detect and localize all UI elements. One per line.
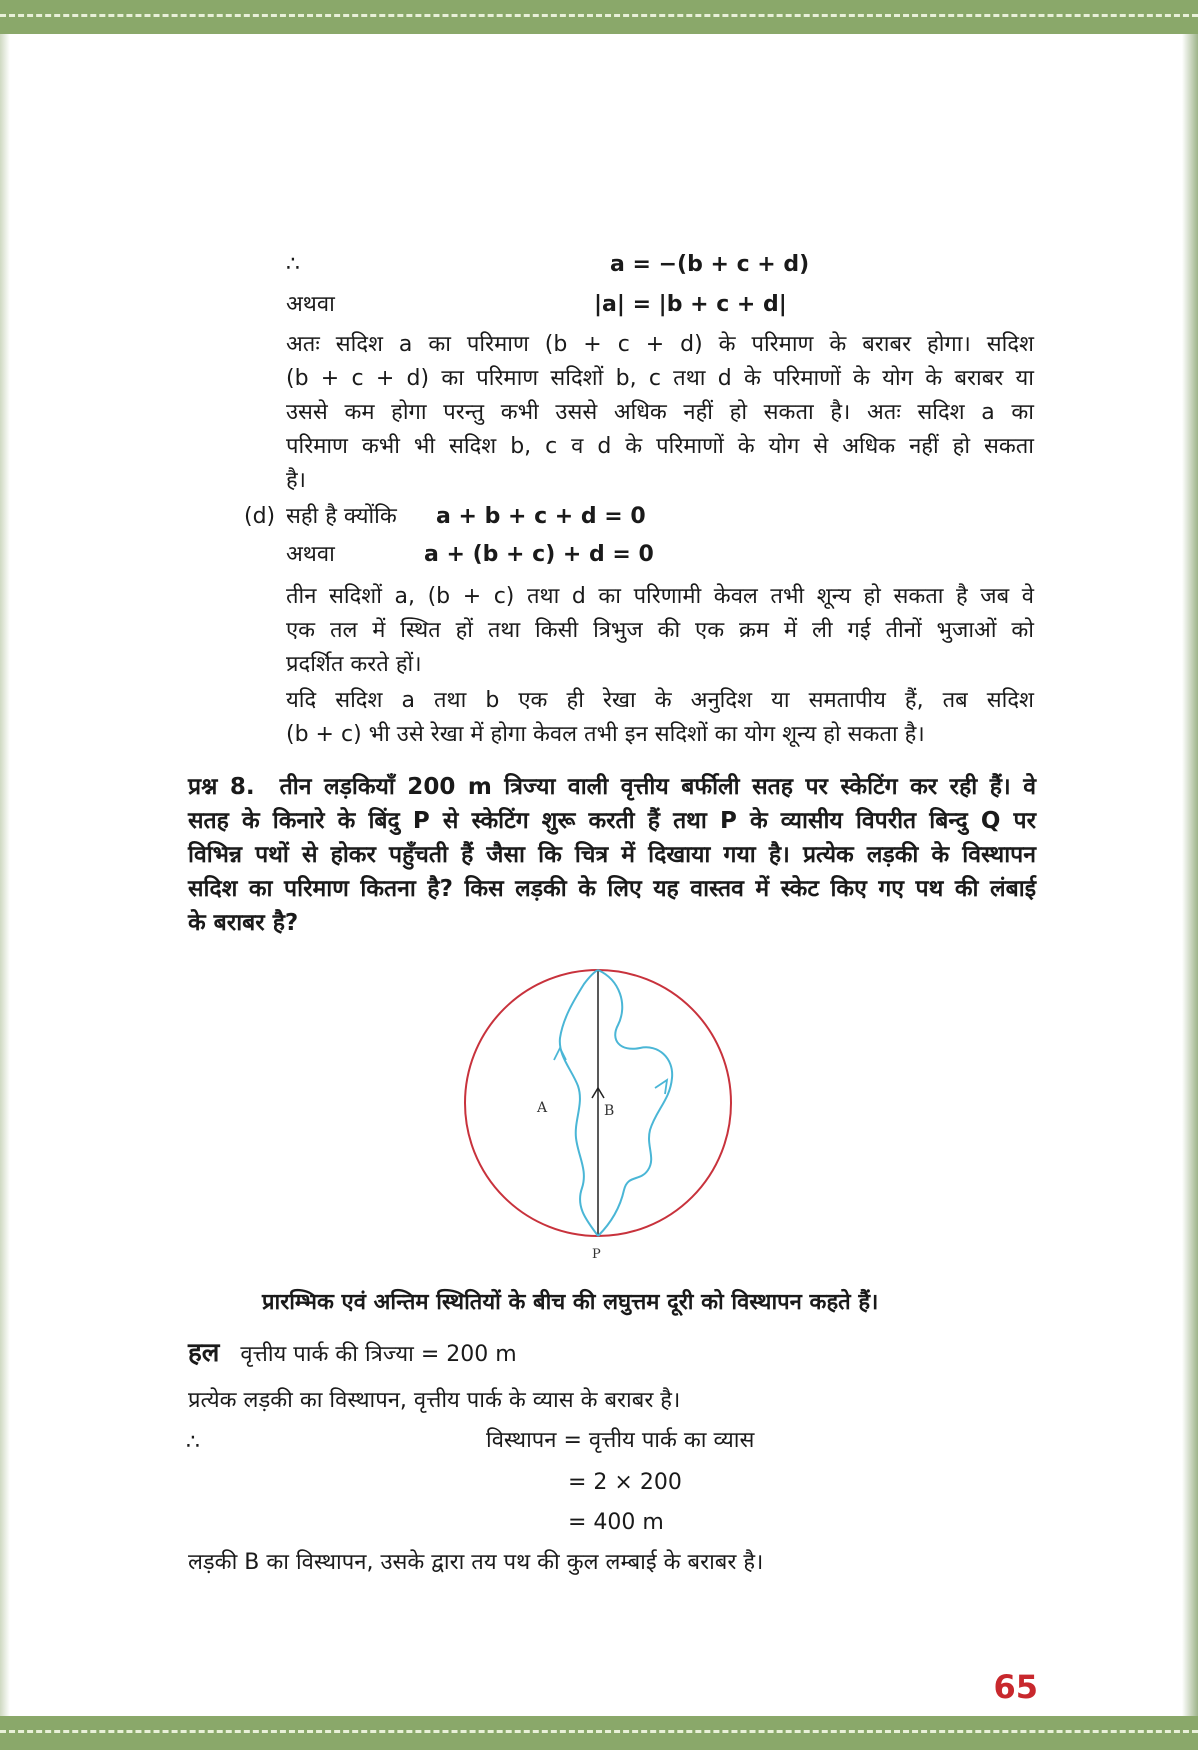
question-8 xyxy=(188,770,1036,940)
equation-magnitude: |a| = |b + c + d| xyxy=(594,292,787,317)
label-p: P xyxy=(592,1247,601,1262)
question-8-line-5: के बराबर है? xyxy=(188,910,299,936)
part-d-paragraph-1 xyxy=(286,580,1034,682)
part-c-line-2: (b + c + d) का परिमाण सदिशों b, c तथा d के परिमाणों के योग के बराबर या xyxy=(286,366,1034,391)
solution-label: हल xyxy=(188,1338,220,1368)
solution-equation-1: विस्थापन = वृत्तीय पार्क का व्यास xyxy=(486,1428,755,1453)
part-d-p2-line-2: (b + c) भी उसे रेखा में होगा केवल तभी इन सदिशों का योग शून्य हो सकता है। xyxy=(286,722,925,747)
question-8-line-2: सतह के किनारे के बिंदु P से स्केटिंग शुरू करती हैं तथा P के व्यासीय विपरीत बिन्दु Q पर xyxy=(188,808,1036,834)
path-c-arrow-icon xyxy=(655,1080,667,1094)
bottom-border xyxy=(0,1716,1198,1750)
part-d-p1-line-1: तीन सदिशों a, (b + c) तथा d का परिणामी केवल तभी शून्य हो सकता है जब वे xyxy=(286,584,1034,609)
solution-line-1: प्रत्येक लड़की का विस्थापन, वृत्तीय पार्क के व्यास के बराबर है। xyxy=(188,1388,681,1413)
question-8-line-4: सदिश का परिमाण कितना है? किस लड़की के लिए यह वास्तव में स्केट किए गए पथ की लंबाई xyxy=(188,876,1036,902)
page-number: 65 xyxy=(993,1668,1038,1706)
part-c-line-3: उससे कम होगा परन्तु कभी उससे अधिक नहीं हो सकता है। अतः सदिश a का xyxy=(286,400,1034,425)
part-d-athva: अथवा xyxy=(286,542,335,567)
solution-radius: वृत्तीय पार्क की त्रिज्या = 200 m xyxy=(240,1342,517,1367)
part-d-equation-1: a + b + c + d = 0 xyxy=(436,504,646,529)
solution-header xyxy=(188,1336,517,1372)
displacement-note: प्रारम्भिक एवं अन्तिम स्थितियों के बीच की लघुत्तम दूरी को विस्थापन कहते हैं। xyxy=(262,1290,879,1315)
label-b: B xyxy=(604,1103,615,1119)
therefore-symbol: ∴ xyxy=(286,252,300,277)
question-8-line-1 xyxy=(188,770,1036,804)
part-d-equation-2: a + (b + c) + d = 0 xyxy=(424,542,654,567)
equation-a-negative-sum: a = −(b + c + d) xyxy=(610,252,810,277)
solution-therefore-symbol: ∴ xyxy=(186,1430,200,1455)
left-edge-shadow xyxy=(0,34,10,1716)
part-d-p1-line-2: एक तल में स्थित हों तथा किसी त्रिभुज की एक क्रम में ली गई तीनों भुजाओं को xyxy=(286,618,1034,643)
part-d-p2-line-1: यदि सदिश a तथा b एक ही रेखा के अनुदिश या समतापीय हैं, तब सदिश xyxy=(286,688,1034,713)
right-edge-shadow xyxy=(1182,34,1198,1716)
question-8-label: प्रश्न 8. xyxy=(188,774,255,800)
label-a: A xyxy=(537,1100,548,1116)
skating-figure xyxy=(460,960,740,1270)
solution-equation-2: = 2 × 200 xyxy=(568,1470,682,1495)
part-c-paragraph xyxy=(286,328,1034,498)
path-a-curve xyxy=(560,970,598,1236)
question-8-line-3: विभिन्न पथों से होकर पहुँचती हैं जैसा कि चित्र में दिखाया गया है। प्रत्येक लड़की के विस्थापन xyxy=(188,842,1036,868)
solution-conclusion: लड़की B का विस्थापन, उसके द्वारा तय पथ की कुल लम्बाई के बराबर है। xyxy=(188,1550,764,1575)
part-d-p1-line-3: प्रदर्शित करते हों। xyxy=(286,652,422,677)
part-d-label: (d) xyxy=(244,504,276,529)
part-d-paragraph-2 xyxy=(286,684,1034,752)
part-c-line-1: अतः सदिश a का परिमाण (b + c + d) के परिमाण के बराबर होगा। सदिश xyxy=(286,332,1034,357)
part-c-line-5: है। xyxy=(286,468,307,493)
athva-label: अथवा xyxy=(286,292,335,317)
part-c-line-4: परिमाण कभी भी सदिश b, c व d के परिमाणों के योग से अधिक नहीं हो सकता xyxy=(286,434,1034,459)
part-d-intro: सही है क्योंकि xyxy=(286,504,397,529)
top-border xyxy=(0,0,1198,34)
question-8-line-1-text: तीन लड़कियाँ 200 m त्रिज्या वाली वृत्तीय बर्फीली सतह पर स्केटिंग कर रही हैं। वे xyxy=(279,774,1036,800)
solution-equation-3: = 400 m xyxy=(568,1510,664,1535)
path-a-arrow-icon xyxy=(554,1048,566,1060)
